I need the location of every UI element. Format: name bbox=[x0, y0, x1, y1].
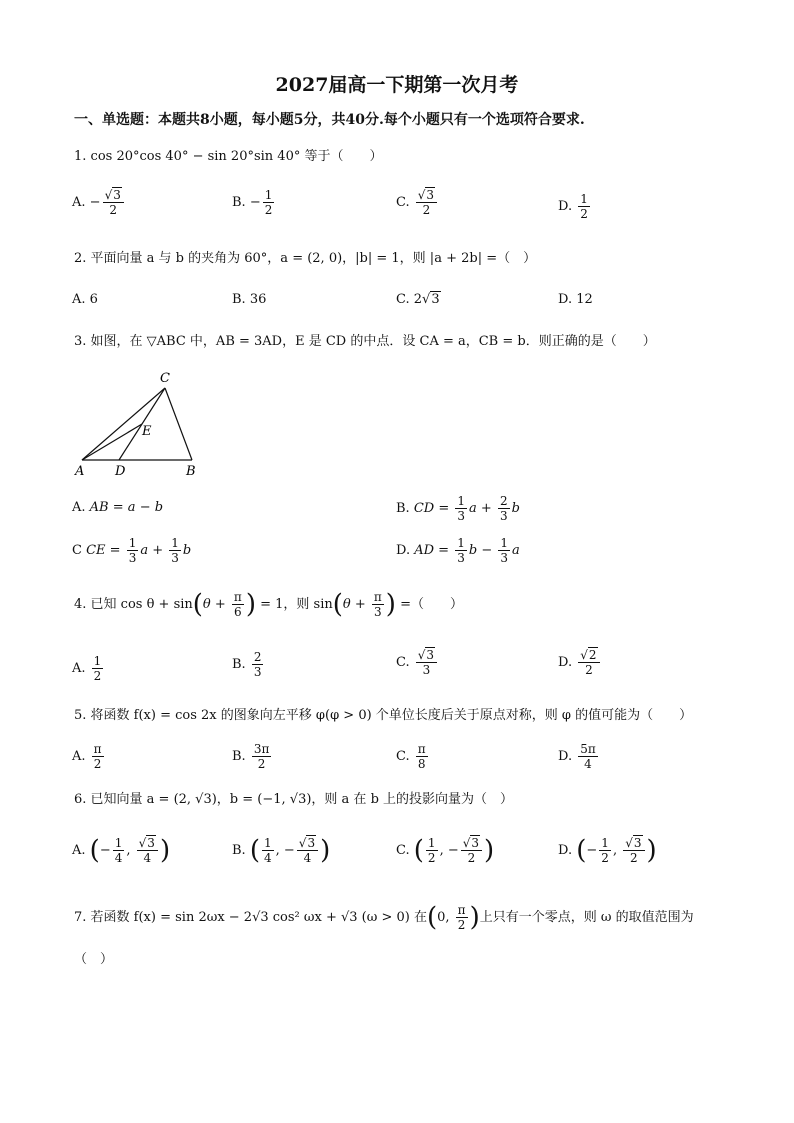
section-heading: 一、单选题：本题共8小题，每小题5分，共40分.每个小题只有一个选项符合要求. bbox=[74, 112, 585, 128]
label-d: D bbox=[115, 464, 126, 479]
label-c: C bbox=[160, 371, 170, 386]
question-2-stem: 2. 平面向量 a 与 b 的夹角为 60°，a = (2, 0)，|b| = 1，则 |a + 2b| =（ ） bbox=[74, 251, 537, 266]
question-3-stem: 3. 如图，在 ▽ABC 中，AB = 3AD，E 是 CD 的中点．设 CA = a，CB = b．则正确的是（ ） bbox=[74, 334, 656, 349]
q6-option-b: B. ( $\frac{1}{4}$ , − $\frac{√3}{4}$ ) bbox=[232, 835, 331, 866]
q4-option-c: C. $\frac{√3}{3}$ bbox=[396, 648, 439, 677]
q2-option-c: C. 2√3 bbox=[396, 292, 440, 307]
triangle-figure bbox=[70, 368, 210, 480]
q4-option-a: A. $\frac{1}{2}$ bbox=[72, 654, 102, 683]
q1-option-c: C. $\frac{√3}{2}$ bbox=[396, 188, 439, 217]
q1-option-a: A. − $\frac{√3}{2}$ bbox=[72, 188, 126, 217]
q6-option-a: A. (− $\frac{1}{4}$ , $\frac{√3}{4}$ ) bbox=[72, 835, 171, 866]
question-7-stem: 7. 若函数 f(x) = sin 2ωx − 2√3 cos² ωx + √3 (ω > 0) 在(0, $\frac{\pi}{2}$ )上只有一个零点，则 ω 的取值范围为 bbox=[74, 902, 694, 933]
q3-option-a: A. AB = a − b bbox=[72, 500, 164, 515]
q4-option-b: B. $\frac{2}{3}$ bbox=[232, 650, 262, 679]
q3-option-d: D. AD = $\frac{1}{3}$ b − $\frac{1}{3}$ a bbox=[396, 536, 520, 565]
q5-option-b: B. $\frac{3\pi}{2}$ bbox=[232, 742, 270, 771]
question-6-stem: 6. 已知向量 a = (2, √3)，b = (−1, √3)，则 a 在 b 上的投影向量为（ ） bbox=[74, 792, 514, 807]
q2-option-a: A. 6 bbox=[72, 292, 98, 307]
question-4-stem: 4. 已知 cos θ + sin(θ + $\frac{\pi}{6}$ ) = 1，则 sin(θ + $\frac{\pi}{3}$ ) =（ ） bbox=[74, 589, 463, 620]
q5-option-c: C. $\frac{\pi}{8}$ bbox=[396, 742, 426, 771]
q1-option-b: B. − $\frac{1}{2}$ bbox=[232, 188, 273, 217]
q4-option-d: D. $\frac{√2}{2}$ bbox=[558, 648, 602, 677]
q2-option-d: D. 12 bbox=[558, 292, 593, 307]
label-b: B bbox=[186, 464, 196, 479]
q3-option-c: C CE = $\frac{1}{3}$ a + $\frac{1}{3}$ b bbox=[72, 536, 192, 565]
q5-option-a: A. $\frac{\pi}{2}$ bbox=[72, 742, 102, 771]
question-1-stem: 1. cos 20°cos 40° − sin 20°sin 40° 等于（ ） bbox=[74, 149, 383, 164]
question-7-answer-paren: （ ） bbox=[74, 952, 114, 967]
q5-option-d: D. $\frac{5\pi}{4}$ bbox=[558, 742, 596, 771]
question-5-stem: 5. 将函数 f(x) = cos 2x 的图象向左平移 φ(φ > 0) 个单位长度后关于原点对称，则 φ 的值可能为（ ） bbox=[74, 708, 693, 723]
q6-option-c: C. ( $\frac{1}{2}$ , − $\frac{√3}{2}$ ) bbox=[396, 835, 495, 866]
exam-title: 2027届高一下期第一次月考 bbox=[275, 74, 519, 96]
label-e: E bbox=[142, 424, 152, 439]
label-a: A bbox=[75, 464, 85, 479]
q6-option-d: D. (− $\frac{1}{2}$ , $\frac{√3}{2}$ ) bbox=[558, 835, 657, 866]
q1-option-d: D. $\frac{1}{2}$ bbox=[558, 192, 588, 221]
q3-option-b: B. CD = $\frac{1}{3}$ a + $\frac{2}{3}$ b bbox=[396, 494, 520, 523]
q2-option-b: B. 36 bbox=[232, 292, 267, 307]
